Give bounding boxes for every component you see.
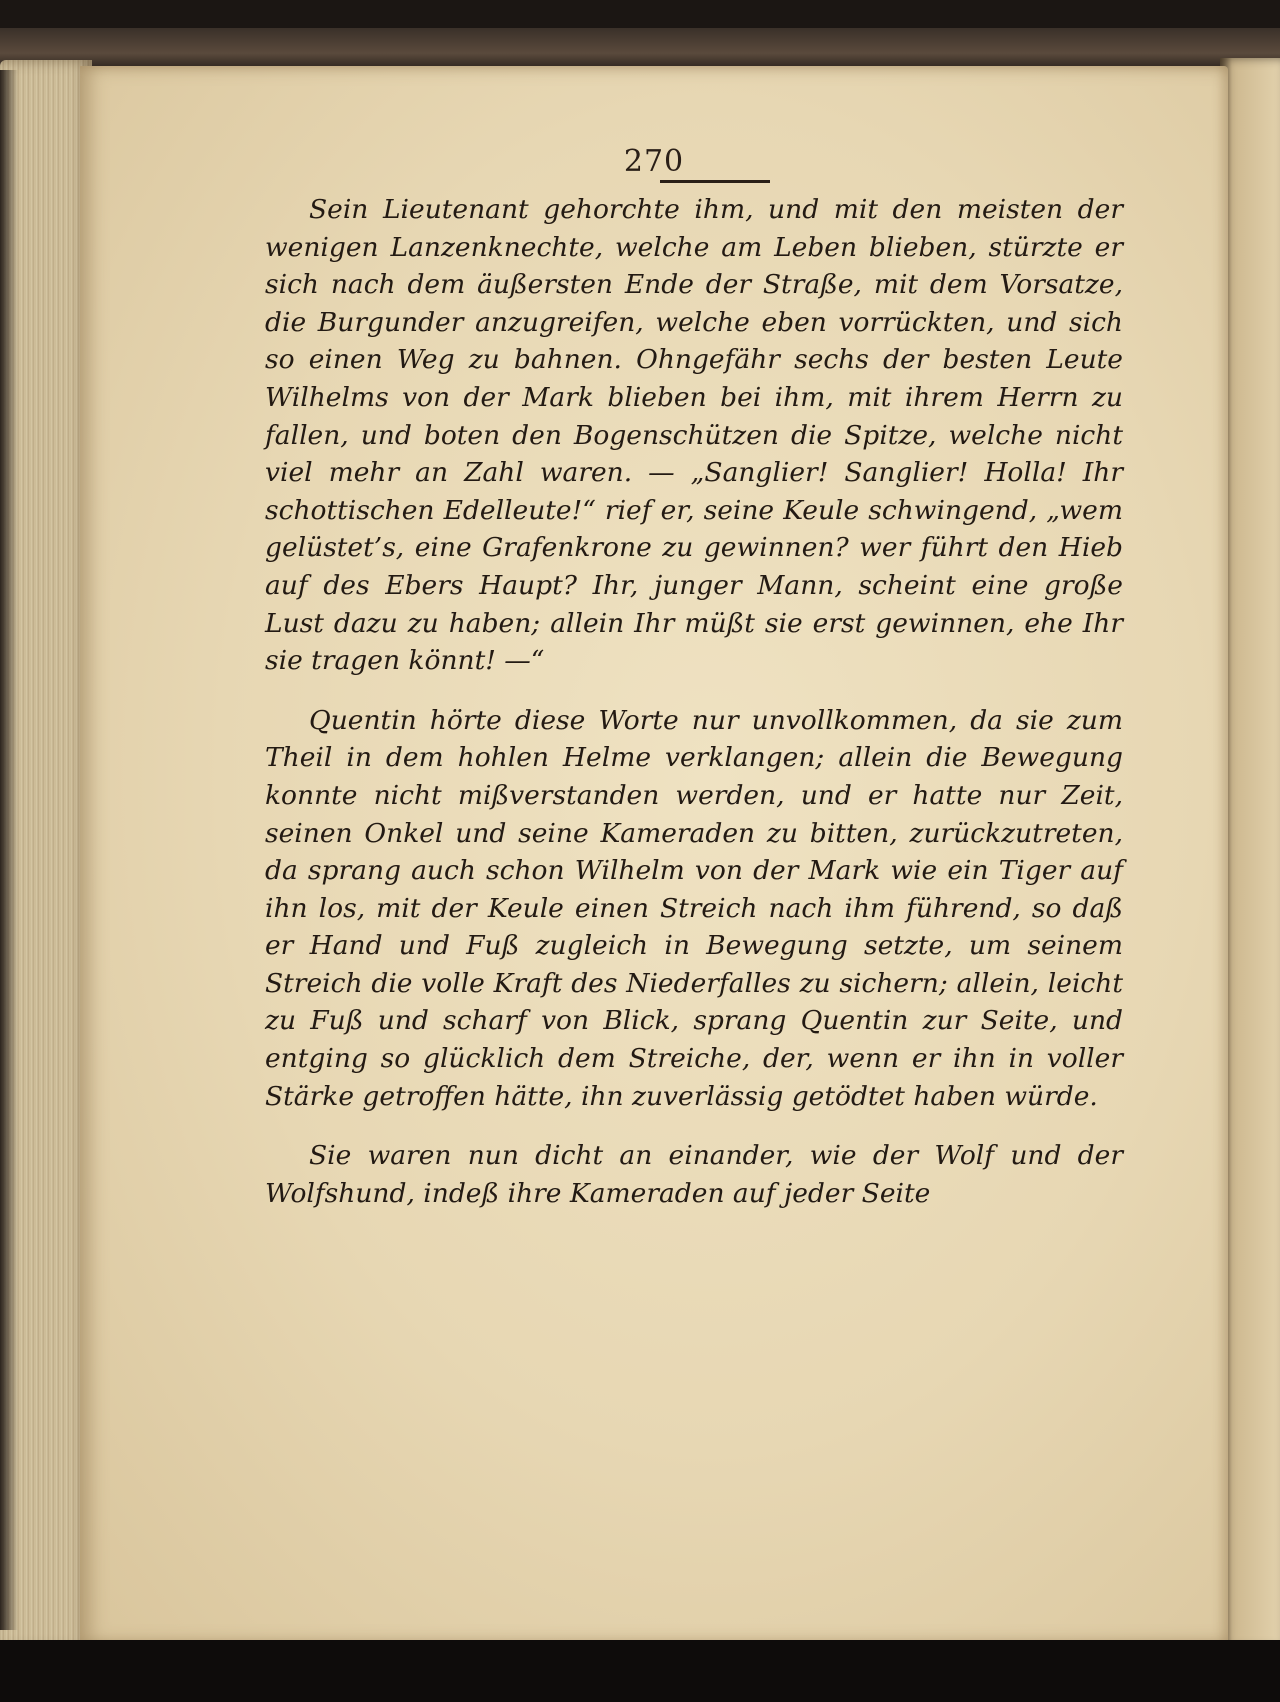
scan-bottom-edge [0,1640,1280,1702]
paragraph-2: Quentin hörte diese Worte nur unvollkommen, da sie zum Theil in dem hohlen Helme verklangen; allein die Bewegung konnte nicht mißverstanden werden, und er hatte nur Zeit, seinen Onkel und seine Kameraden zu bitten, zurückzutreten, da sprang auch schon Wilhelm von der Mark wie ein Tiger auf ihn los, mit der Keule einen Streich nach ihm führend, so daß er Hand und Fuß zugleich in Bewegung setzte, um seinem Streich die volle Kraft des Niederfalles zu sichern; allein, leicht zu Fuß und scharf von Blick, sprang Quentin zur Seite, und entging so glücklich dem Streiche, der, wenn er ihn in voller Stärke getroffen hätte, ihn zuverlässig getödtet haben würde. [265,704,1123,1112]
body-text [265,191,1123,1212]
page-number: 270 [623,144,685,179]
spine-shadow [0,70,18,1630]
paragraph-3: Sie waren nun dicht an einander, wie der Wolf und der Wolfshund, indeß ihre Kameraden auf jeder Seite [265,1140,1123,1209]
paragraph-1: Sein Lieutenant gehorchte ihm, und mit den meisten der wenigen Lanzenknechte, welche am Leben blieben, stürzte er sich nach dem äußersten Ende der Straße, mit dem Vorsatze, die Burgunder anzugreifen, welche eben vorrückten, und sich so einen Weg zu bahnen. Ohngefähr sechs der besten Leute Wilhelms von der Mark blieben bei ihm, mit ihrem Herrn zu fallen, und boten den Bogenschützen die Spitze, welche nicht viel mehr an Zahl waren. — „Sanglier! Sanglier! Holla! Ihr schottischen Edelleute!“ rief er, seine Keule schwingend, „wem gelüstet’s, eine Grafenkrone zu gewinnen? wer führt den Hieb auf des Ebers Haupt? Ihr, junger Mann, scheint eine große Lust dazu zu haben; allein Ihr müßt sie erst gewinnen, ehe Ihr sie tragen könnt! —“ [265,194,1123,677]
page-number-rule [660,180,770,183]
book-page [80,66,1228,1644]
facing-page-edge [1220,58,1280,1648]
binding-top-edge [0,28,1280,70]
